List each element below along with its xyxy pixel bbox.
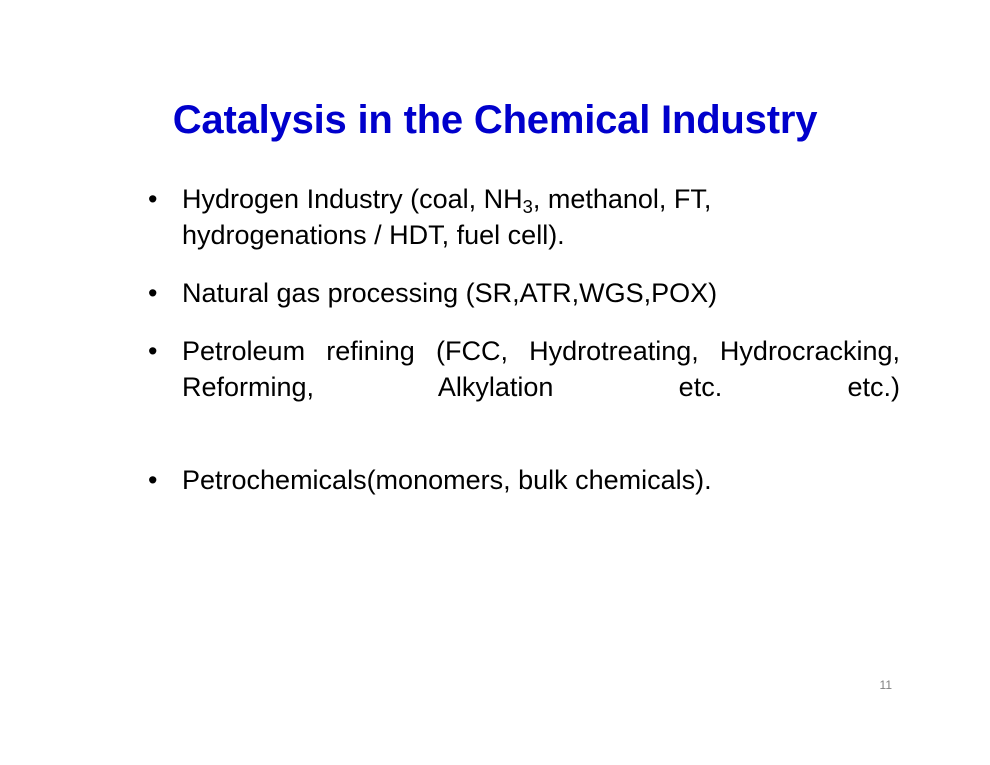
list-item <box>148 276 900 312</box>
bullet-marker-icon: • <box>148 335 158 366</box>
bullet-text-prefix: Hydrogen Industry (coal, NH <box>182 184 523 214</box>
bullet-marker-icon: • <box>148 184 158 214</box>
bullet-text-subscript: 3 <box>522 196 533 218</box>
bullet-text-suffix: , methanol, FT, hydrogenations / HDT, fuel cell). <box>182 184 712 250</box>
list-item <box>148 334 900 442</box>
bullet-marker-icon: • <box>148 277 158 308</box>
page-title: Catalysis in the Chemical Industry <box>172 98 818 142</box>
bullet-text: Natural gas processing (SR,ATR,WGS,POX) <box>182 277 718 308</box>
list-item <box>148 182 900 254</box>
bullet-text: Petrochemicals(monomers, bulk chemicals). <box>182 465 712 496</box>
bullet-marker-icon: • <box>148 465 158 496</box>
bullet-text: Petroleum refining (FCC, Hydrotreating, Hydrocracking, Reforming, Alkylation etc. etc.) <box>182 335 900 402</box>
page-number: 11 <box>879 678 892 692</box>
bullet-list <box>148 182 900 521</box>
list-item <box>148 463 900 499</box>
bullet-text <box>182 182 900 254</box>
